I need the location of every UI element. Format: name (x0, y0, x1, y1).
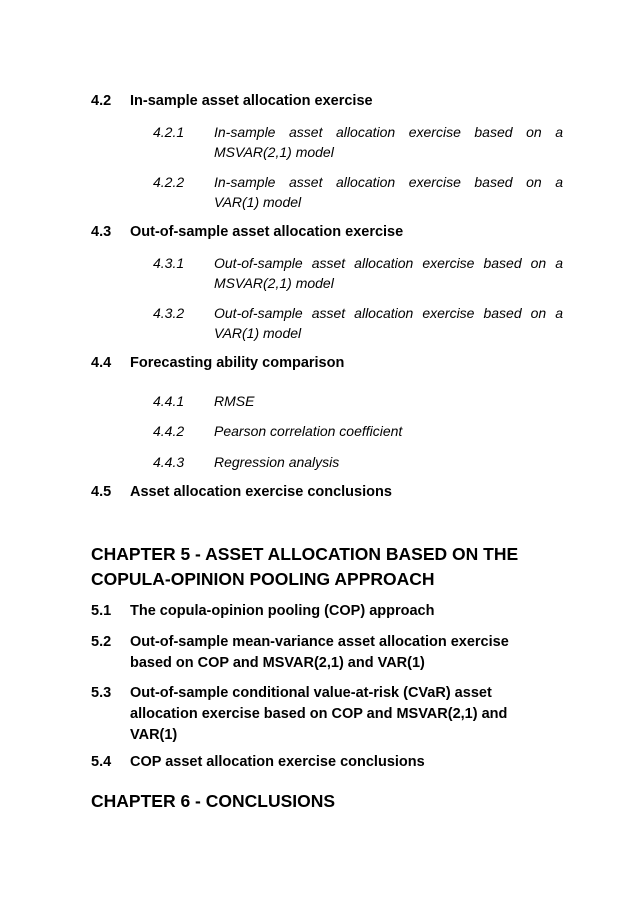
section-number: 5.2 (91, 634, 112, 650)
subsection-title-line-2: VAR(1) model (214, 325, 302, 341)
subsection-number: 4.2.2 (153, 174, 185, 190)
section-number: 4.3 (91, 224, 112, 240)
chapter-6-heading: CHAPTER 6 - CONCLUSIONS (91, 791, 336, 811)
subsection-title-line-1: In-sample asset allocation exercise based on a (214, 174, 563, 190)
section-number: 5.1 (91, 603, 112, 619)
section-number: 4.2 (91, 93, 112, 109)
chapter-5-heading-line-2: COPULA-OPINION POOLING APPROACH (91, 569, 435, 589)
subsection-title-line-2: MSVAR(2,1) model (214, 275, 334, 291)
section-number: 4.4 (91, 355, 112, 371)
subsection-title-line-2: VAR(1) model (214, 194, 302, 210)
subsection-title: Regression analysis (214, 454, 340, 470)
section-title: COP asset allocation exercise conclusions (130, 754, 425, 770)
section-title: In-sample asset allocation exercise (130, 93, 373, 109)
section-title: Forecasting ability comparison (130, 355, 345, 371)
subsection-title: RMSE (214, 393, 255, 409)
chapter-5-heading-line-1: CHAPTER 5 - ASSET ALLOCATION BASED ON THE (91, 544, 519, 564)
subsection-title: Pearson correlation coefficient (214, 423, 403, 439)
subsection-title-line-2: MSVAR(2,1) model (214, 144, 334, 160)
section-title: The copula-opinion pooling (COP) approach (130, 603, 435, 619)
section-title-line-2: based on COP and MSVAR(2,1) and VAR(1) (130, 655, 425, 671)
section-title-line-1: Out-of-sample conditional value-at-risk (CVaR) asset (130, 685, 492, 701)
subsection-title-line-1: Out-of-sample asset allocation exercise based on a (214, 305, 563, 321)
section-title: Asset allocation exercise conclusions (130, 484, 392, 500)
subsection-number: 4.4.3 (153, 454, 185, 470)
section-title-line-3: VAR(1) (130, 727, 178, 743)
subsection-title-line-1: In-sample asset allocation exercise based on a (214, 124, 563, 140)
section-title-line-1: Out-of-sample mean-variance asset allocation exercise (130, 634, 509, 650)
section-number: 4.5 (91, 484, 112, 500)
section-number: 5.4 (91, 754, 112, 770)
subsection-number: 4.4.2 (153, 423, 185, 439)
section-number: 5.3 (91, 685, 112, 701)
subsection-number: 4.4.1 (153, 393, 185, 409)
subsection-number: 4.3.1 (153, 255, 185, 271)
subsection-number: 4.2.1 (153, 124, 185, 140)
section-title: Out-of-sample asset allocation exercise (130, 224, 404, 240)
subsection-number: 4.3.2 (153, 305, 185, 321)
section-title-line-2: allocation exercise based on COP and MSVAR(2,1) and (130, 706, 508, 722)
subsection-title-line-1: Out-of-sample asset allocation exercise based on a (214, 255, 563, 271)
